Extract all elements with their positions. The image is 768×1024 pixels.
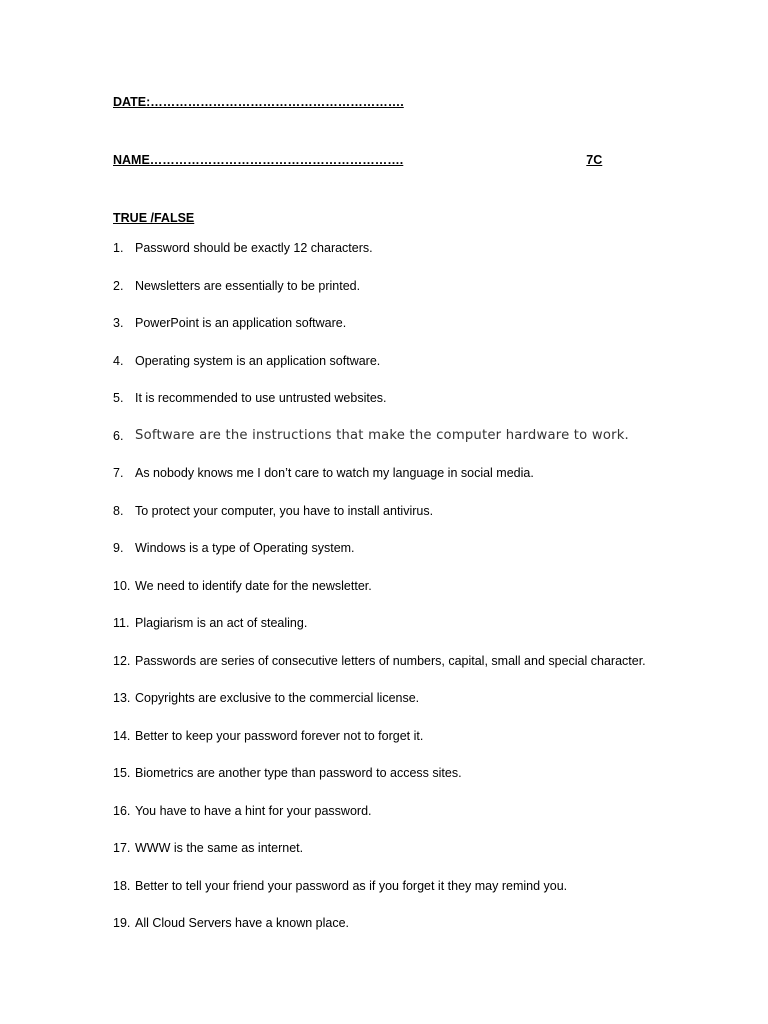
question-number: 2. — [113, 278, 124, 293]
class-label: 7C — [586, 153, 603, 167]
question-number: 16. — [113, 803, 131, 818]
question-number: 19. — [113, 916, 131, 930]
question-text: All Cloud Servers have a known place. — [135, 916, 350, 930]
question-text: Plagiarism is an act of stealing. — [135, 616, 308, 630]
name-label: NAME……………………………………………………. — [113, 153, 404, 167]
date-field: DATE:……………………………………………………. — [113, 95, 404, 109]
question-text: Operating system is an application software. — [135, 353, 381, 368]
question-text: Biometrics are another type than password to access sites. — [135, 766, 462, 780]
question-number: 7. — [113, 466, 124, 480]
question-number: 6. — [113, 428, 124, 443]
question-text: Password should be exactly 12 characters. — [135, 241, 373, 255]
question-number: 8. — [113, 503, 124, 518]
question-number: 11. — [113, 616, 130, 630]
question-number: 15. — [113, 766, 131, 780]
question-text: Software are the instructions that make the computer hardware to work. — [135, 427, 629, 443]
question-text: As nobody knows me I don’t care to watch my language in social media. — [135, 466, 534, 480]
question-number: 10. — [113, 578, 131, 593]
question-text: Better to keep your password forever not to forget it. — [135, 728, 424, 743]
question-text: WWW is the same as internet. — [135, 841, 304, 855]
question-number: 3. — [113, 316, 124, 330]
question-text: Newsletters are essentially to be printed. — [135, 278, 361, 293]
question-number: 18. — [113, 878, 131, 893]
question-number: 4. — [113, 353, 124, 368]
question-number: 14. — [113, 728, 131, 743]
question-text: PowerPoint is an application software. — [135, 316, 347, 330]
question-number: 5. — [113, 391, 124, 405]
question-number: 13. — [113, 691, 131, 705]
name-field — [113, 153, 602, 167]
question-text: Better to tell your friend your password as if you forget it they may remind you. — [135, 878, 568, 893]
question-text: Copyrights are exclusive to the commercial license. — [135, 691, 420, 705]
question-text: We need to identify date for the newsletter. — [135, 578, 372, 593]
question-number: 12. — [113, 653, 131, 668]
question-number: 17. — [113, 841, 131, 855]
question-number: 9. — [113, 541, 124, 555]
question-text: You have to have a hint for your password. — [135, 803, 372, 818]
question-text: Passwords are series of consecutive letters of numbers, capital, small and special character. — [135, 653, 646, 668]
question-text: Windows is a type of Operating system. — [135, 541, 355, 555]
question-text: It is recommended to use untrusted websites. — [135, 391, 387, 405]
section-title: TRUE /FALSE — [113, 211, 195, 225]
question-text: To protect your computer, you have to install antivirus. — [135, 503, 434, 518]
question-number: 1. — [113, 241, 124, 255]
